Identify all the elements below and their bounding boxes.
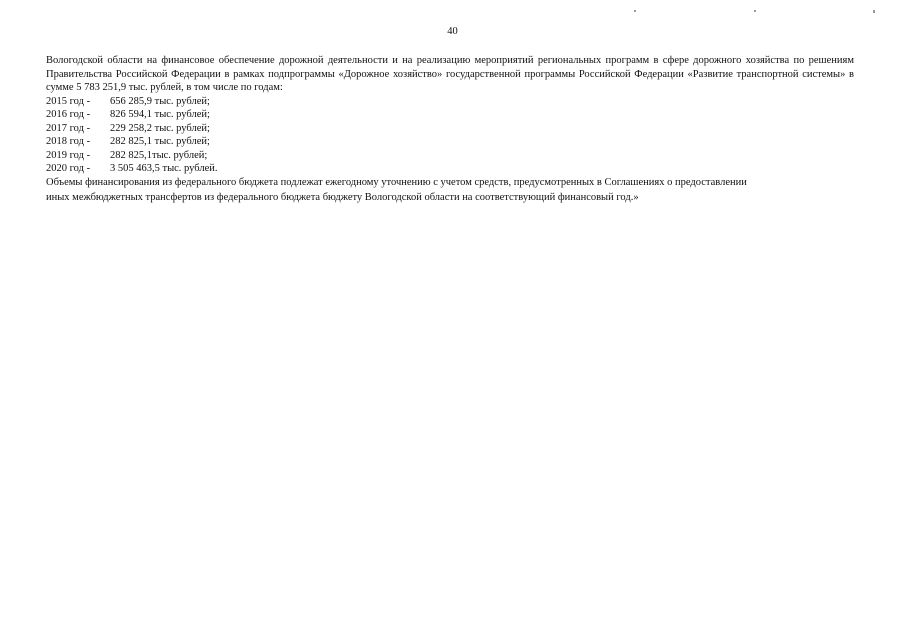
year-label: 2020 год - bbox=[46, 163, 91, 174]
year-funding-list bbox=[46, 95, 854, 176]
document-body bbox=[46, 54, 854, 205]
final-paragraph-line-1: Объемы финансирования из федерального бюджета подлежат ежегодному уточнению с учетом средств, предусмотренных в Соглашениях о предоставлении bbox=[46, 176, 747, 188]
year-label: 2018 год - bbox=[46, 136, 91, 147]
year-amount: 229 258,2 тыс. рублей; bbox=[110, 122, 210, 134]
scan-artifact-dot bbox=[634, 10, 636, 12]
final-paragraph bbox=[46, 176, 854, 205]
year-amount: 656 285,9 тыс. рублей; bbox=[110, 95, 210, 107]
year-amount: 3 505 463,5 тыс. рублей. bbox=[110, 163, 218, 174]
year-row-2018 bbox=[46, 135, 854, 149]
year-label: 2016 год - bbox=[46, 109, 91, 120]
year-row-2016 bbox=[46, 108, 854, 122]
year-row-2020 bbox=[46, 162, 854, 176]
year-row-2017 bbox=[46, 122, 854, 136]
year-amount: 826 594,1 тыс. рублей; bbox=[110, 109, 210, 120]
year-label: 2015 год - bbox=[46, 95, 91, 107]
intro-paragraph: Вологодской области на финансовое обеспечение дорожной деятельности и на реализацию мероприятий региональных программ в сфере дорожного хозяйства по решениям Правительства Российской Федерации в рамках подпрограммы «Дорожное хозяйство» государственной программы Российской Федерации «Развитие транспортной системы» в сумме 5 783 251,9 тыс. рублей, в том числе по годам: bbox=[46, 55, 854, 93]
year-label: 2019 год - bbox=[46, 149, 91, 161]
year-label: 2017 год - bbox=[46, 122, 91, 134]
scan-artifact-dot bbox=[754, 10, 756, 12]
year-amount: 282 825,1тыс. рублей; bbox=[110, 149, 208, 161]
year-amount: 282 825,1 тыс. рублей; bbox=[110, 136, 210, 147]
year-row-2019 bbox=[46, 149, 854, 163]
page-number: 40 bbox=[447, 26, 458, 37]
final-paragraph-line-2: иных межбюджетных трансфертов из федерального бюджета бюджету Вологодской области на соответствующий финансовый год.» bbox=[46, 192, 639, 203]
year-row-2015 bbox=[46, 95, 854, 109]
scan-artifact-dot bbox=[873, 10, 875, 13]
